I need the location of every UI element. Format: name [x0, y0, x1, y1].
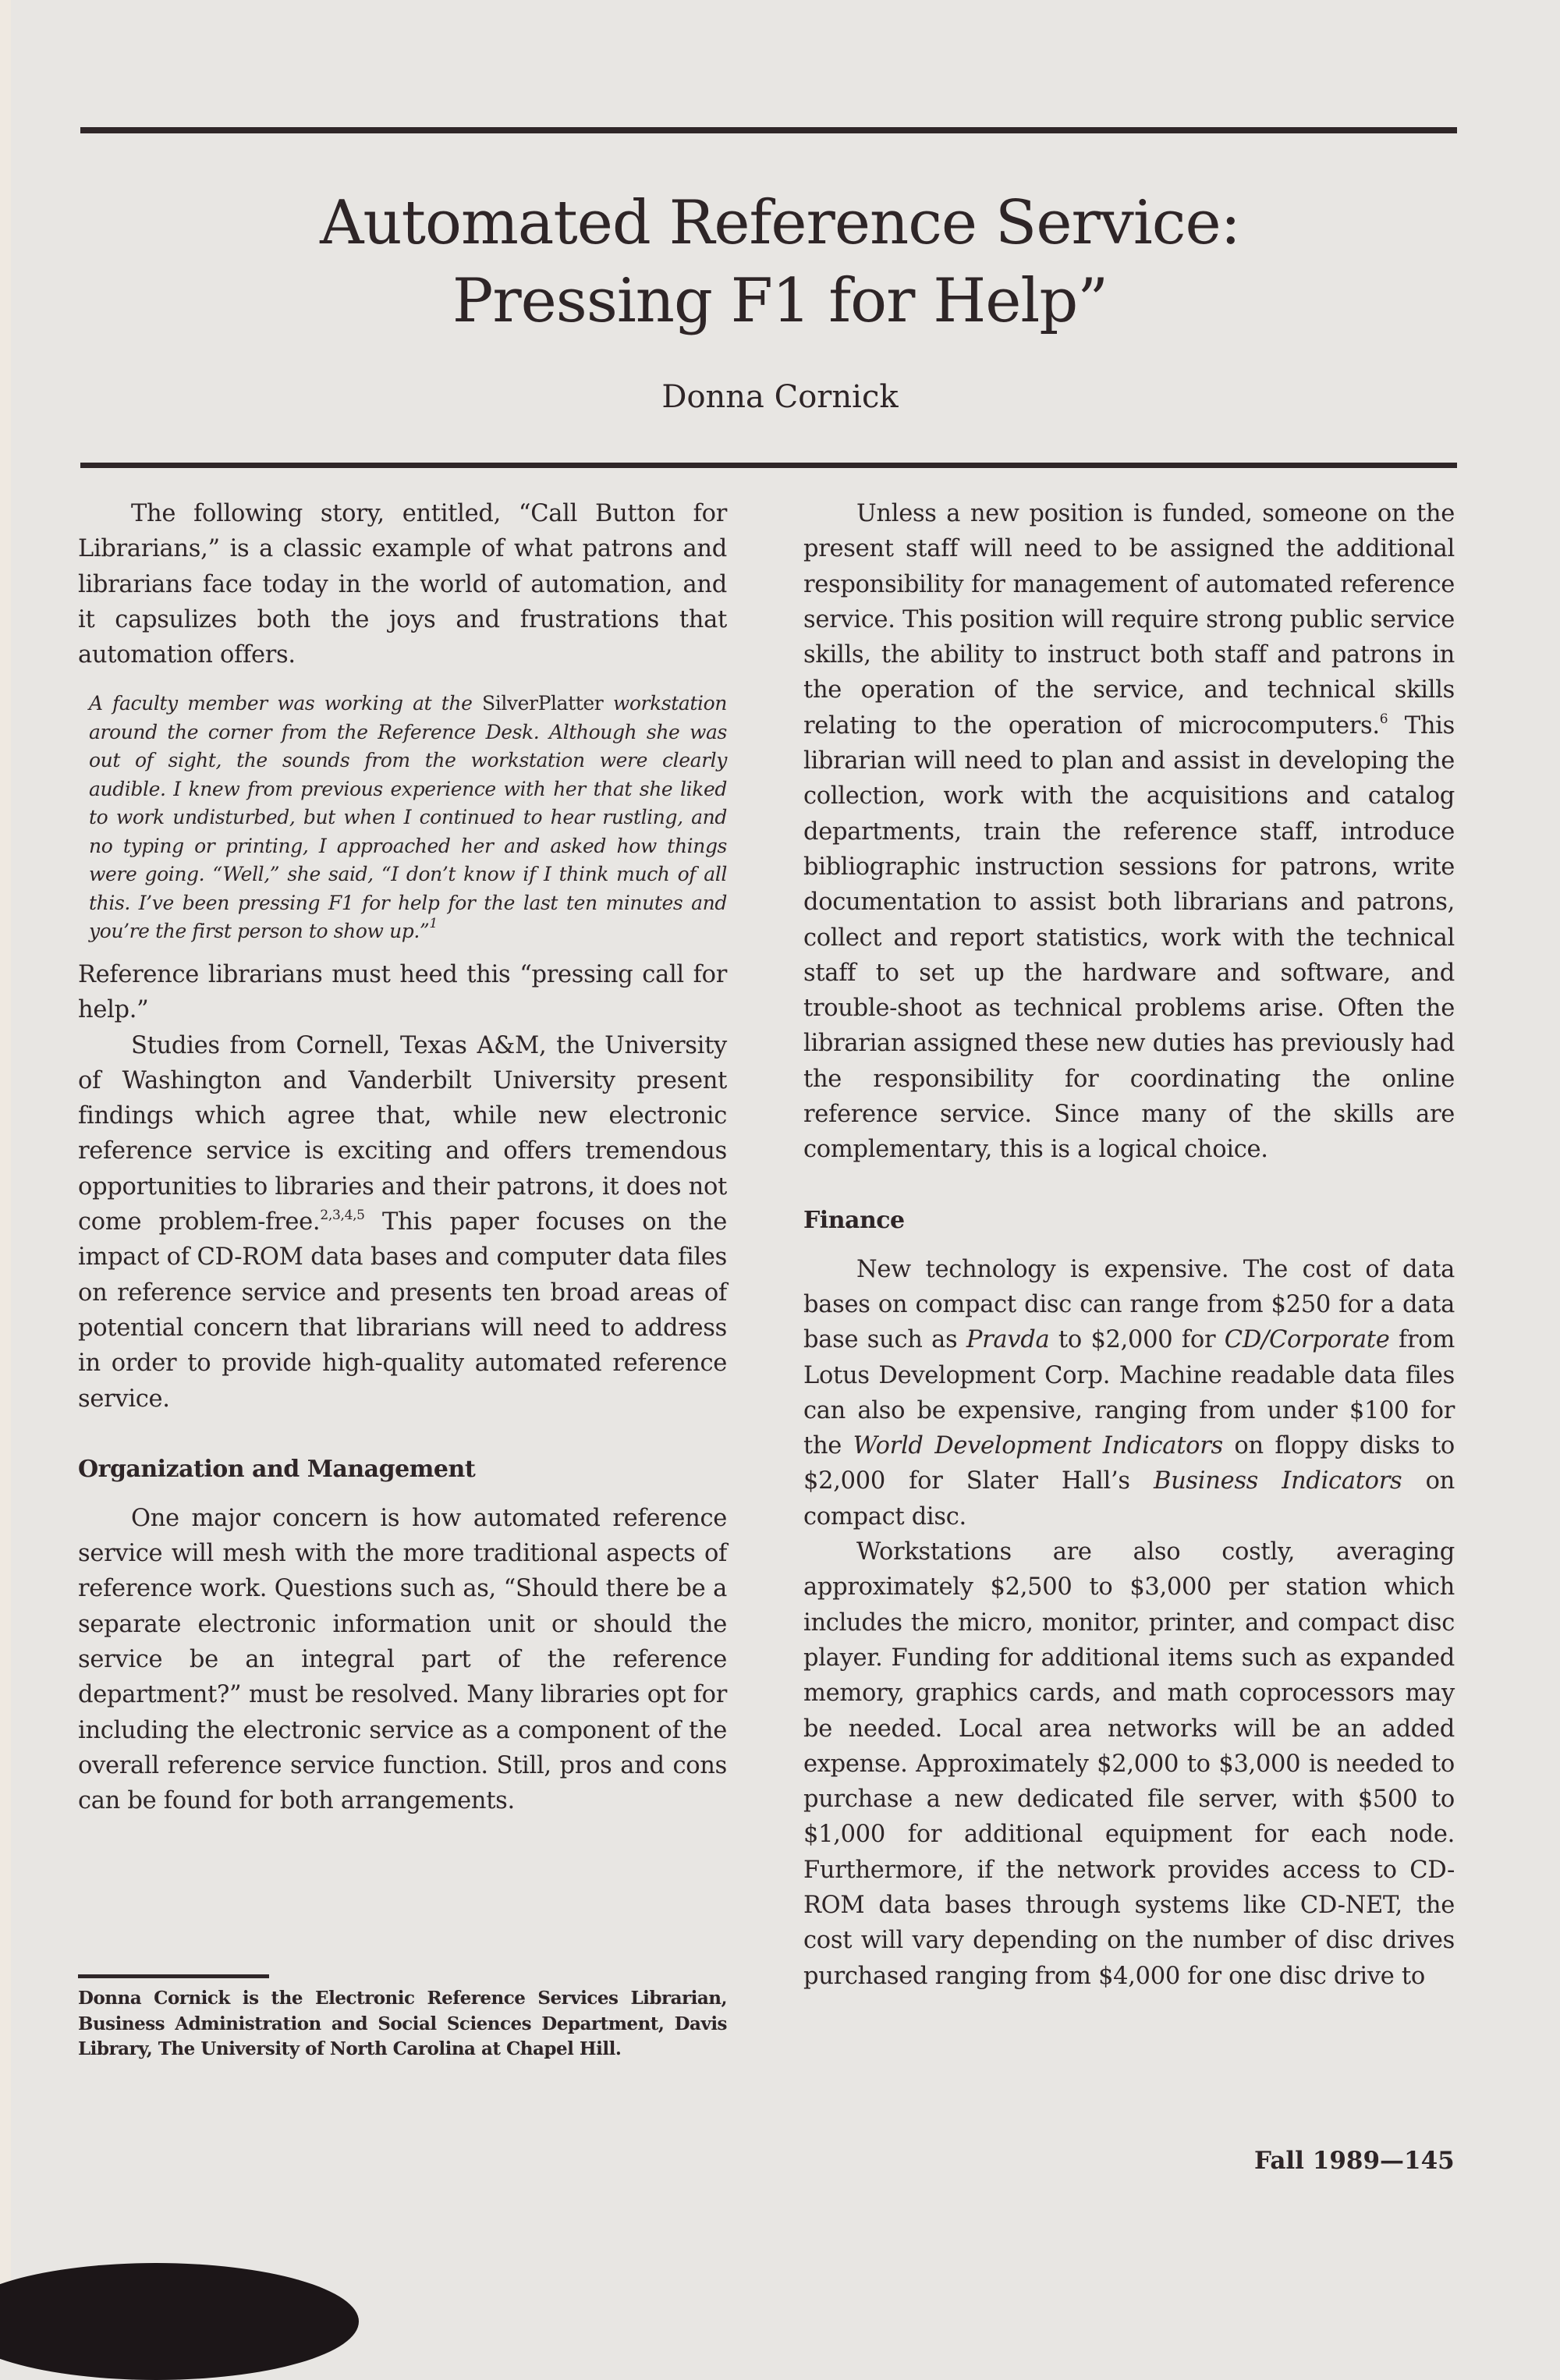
page-edge: [0, 0, 11, 2286]
article-title: [0, 184, 1560, 340]
paragraph-studies: Studies from Cornell, Texas A&M, the University of Washington and Vanderbilt University present findings which agree that, while new electronic reference service is exciting and offers tremendous opportunities to libraries and their patrons, it does not come problem-free.$^{2,3,4,5}$ This paper focuses on the impact of CD-ROM data bases and computer data files on reference service and presents ten broad areas of potential concern that librarians will need to address in order to provide high-quality automated reference service.: [78, 1031, 727, 1413]
paragraph-finance: New technology is expensive. The cost of data bases on compact disc can range from $250 for a data base such as Pravda to $2,000 for CD/Corporate from Lotus Development Corp. Machine readable data files can also be expensive, ranging from under $100 for the World Development Indicators on floppy disks to $2,000 for Slater Hall’s Business Indicators on compact disc.: [803, 1255, 1455, 1531]
scan-shadow-corner: [0, 2263, 359, 2380]
article-author: Donna Cornick: [661, 379, 899, 415]
footnote-rule: [78, 1974, 269, 1978]
footnote-ref: 6: [1379, 711, 1388, 727]
title-line-1: Automated Reference Service:: [320, 188, 1240, 258]
product-name: SilverPlatter: [482, 692, 604, 715]
left-column: [78, 496, 727, 1819]
section-heading-finance: Finance: [803, 1206, 905, 1234]
paragraph-position: Unless a new position is funded, someone on the present staff will need to be assigned the additional responsibility for management of automated reference service. This position will require strong public service skills, the ability to instruct both staff and patrons in the operation of the service, and technical skills relating to the operation of microcomputers.$^6$ This librarian will need to plan and assist in developing the collection, work with the acquisitions and catalog departments, train the reference staff, introduce bibliographic instruction sessions for patrons, write documentation to assist both librarians and patrons, collect and report statistics, work with the technical staff to set up the hardware and software, and trouble-shoot as technical problems arise. Often the librarian assigned these new duties has previously had the responsibility for coordinating the online reference service. Since many of the skills are complementary, this is a logical choice.: [803, 500, 1455, 1164]
page-folio: Fall 1989—145: [1254, 2147, 1455, 2175]
intro-paragraph: The following story, entitled, “Call Button for Librarians,” is a classic example of what patrons and librarians face today in the world of automation, and it capsulizes both the joys and frustrations that automation offers.: [78, 500, 727, 669]
author-bio-footnote: Donna Cornick is the Electronic Reference Services Librarian, Business Administration and Social Sciences Department, Davis Library, The University of North Carolina at Chapel Hill.: [78, 1988, 727, 2059]
paragraph-heed: Reference librarians must heed this “pressing call for help.”: [78, 960, 727, 1024]
paragraph-organization: One major concern is how automated reference service will mesh with the more traditional aspects of reference work. Questions such as, “Should there be a separate electronic information unit or should the service be an integral part of the reference department?” must be resolved. Many libraries opt for including the electronic service as a component of the overall reference service function. Still, pros and cons can be found for both arrangements.: [78, 1504, 727, 1815]
title-rule-bottom: [80, 463, 1457, 468]
section-heading-organization: Organization and Management: [78, 1455, 476, 1483]
footnote-ref: 1: [429, 916, 438, 932]
right-column: [803, 496, 1455, 1994]
title-line-2: Pressing F1 for Help”: [452, 266, 1108, 336]
block-quote: A faculty member was working at the SilverPlatter workstation around the corner from the Reference Desk. Although she was out of sight, the sounds from the workstation were clearly audible. I knew from previous experience with her that she liked to work undisturbed, but when I continued to hear rustling, and no typing or printing, I approached her and asked how things were going. “Well,” she said, “I don’t know if I think much of all this. I’ve been pressing F1 for help for the last ten minutes and you’re the first person to show up.”$^1$: [89, 692, 727, 943]
title-rule-top: [80, 127, 1457, 133]
footnote-refs: 2,3,4,5: [320, 1208, 365, 1224]
paragraph-workstations: Workstations are also costly, averaging approximately $2,500 to $3,000 per station which includes the micro, monitor, printer, and compact disc player. Funding for additional items such as expanded memory, graphics cards, and math coprocessors may be needed. Local area networks will be an added expense. Approximately $2,000 to $3,000 is needed to purchase a new dedicated file server, with $500 to $1,000 for additional equipment for each node. Furthermore, if the network provides access to CD-ROM data bases through systems like CD-NET, the cost will vary depending on the number of disc drives purchased ranging from $4,000 for one disc drive to: [803, 1538, 1455, 1990]
